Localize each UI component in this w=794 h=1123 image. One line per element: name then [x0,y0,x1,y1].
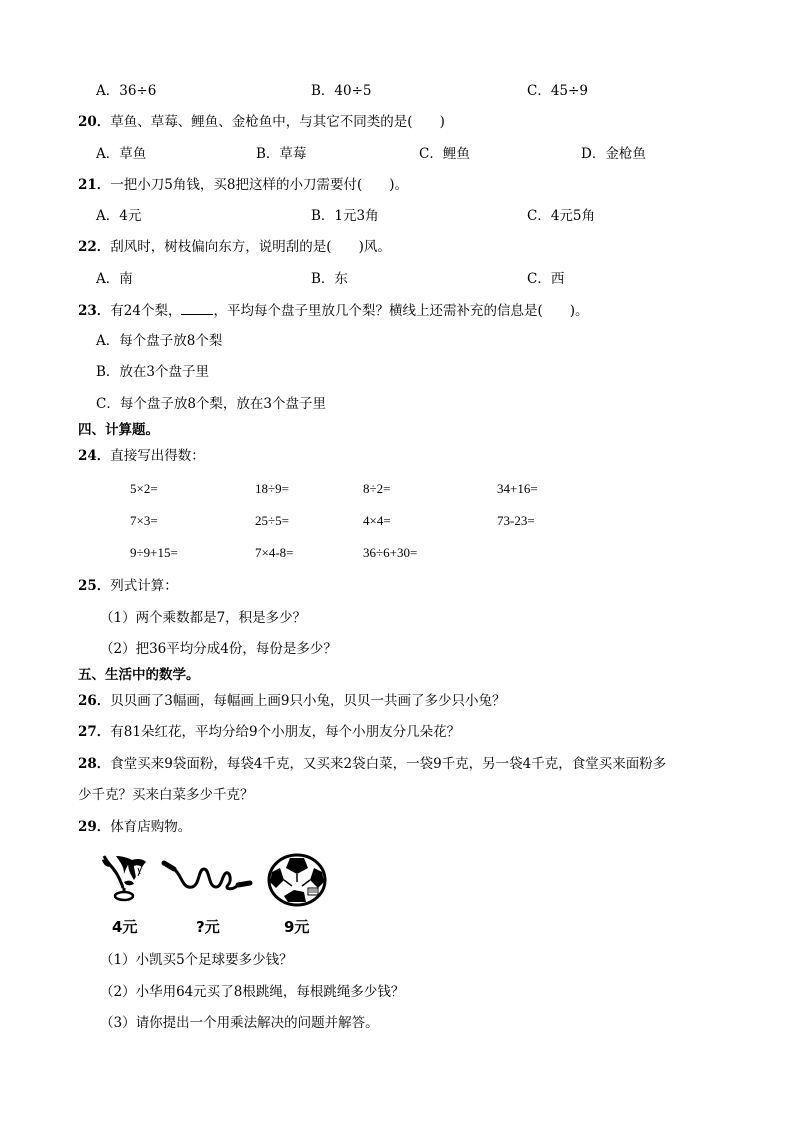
price-jump-rope: ?元 [196,918,220,936]
calc-item: 9÷9+15= [130,545,178,560]
q25-sub-2: （2）把36平均分成4份，每份是多少？ [100,641,337,657]
question-text: 有81朵红花，平均分给9个小朋友，每个小朋友分几朵花？ [110,724,461,740]
question-22 [78,238,391,256]
question-text: 列式计算： [110,578,178,594]
calc-item: 73-23= [497,513,535,528]
question-number: 29． [78,819,111,835]
q20-option-c[interactable]: C．鲤鱼 [419,146,470,162]
jump-rope-icon [160,855,256,899]
calc-item: 5×2= [130,481,158,496]
question-29 [78,818,191,836]
q23-option-c[interactable]: C．每个盘子放8个梨，放在3个盘子里 [96,396,327,412]
price-soccer-ball: 9元 [284,918,310,936]
question-text-b: ，平均每个盘子里放几个梨？横线上还需补充的信息是( )。 [213,303,589,319]
question-text: 刮风时，树枝偏向东方，说明刮的是( )风。 [110,239,391,255]
question-27 [78,723,460,741]
q22-option-c[interactable]: C．西 [527,271,565,287]
calc-item: 18÷9= [255,481,289,496]
q21-option-c[interactable]: C．4元5角 [527,208,596,224]
q20-option-a[interactable]: A．草鱼 [96,146,147,162]
question-text: 直接写出得数： [110,448,205,464]
q25-sub-1: （1）两个乘数都是7，积是多少？ [100,610,307,626]
q21-option-a[interactable]: A．4元 [96,208,142,224]
question-text-line1: 食堂买来9袋面粉，每袋4千克，又买来2袋白菜，一袋9千克，另一袋4千克，食堂买来面粉多 [110,756,667,772]
price-shuttlecock: 4元 [112,918,138,936]
q22-option-a[interactable]: A．南 [96,271,133,287]
calc-item: 7×4-8= [255,545,294,560]
question-23 [78,301,589,320]
calc-item: 34+16= [497,481,538,496]
question-number: 25． [78,578,111,594]
question-number: 24． [78,448,111,464]
question-text: 草鱼、草莓、鲤鱼、金枪鱼中，与其它不同类的是( ) [110,114,445,130]
question-number: 22． [78,239,111,255]
question-28-cont: 少千克？买来白菜多少千克？ [78,787,254,803]
question-number: 21． [78,177,111,193]
question-28 [78,755,666,773]
calc-item: 7×3= [130,513,158,528]
q20-option-b[interactable]: B．草莓 [256,146,307,162]
answer-blank[interactable] [181,301,213,315]
section-heading-4: 四、计算题。 [78,422,159,438]
q29-sub-1: （1）小凯买5个足球要多少钱？ [100,952,293,968]
q22-option-b[interactable]: B．东 [311,271,348,287]
q20-option-d[interactable]: D．金枪鱼 [581,146,646,162]
q23-option-b[interactable]: B．放在3个盘子里 [96,364,210,380]
question-text-a: 有24个梨， [110,303,182,319]
soccer-ball-icon [266,852,328,908]
q29-sub-3: （3）请你提出一个用乘法解决的问题并解答。 [100,1015,379,1031]
section-heading-5: 五、生活中的数学。 [78,667,200,683]
question-text: 一把小刀5角钱，买8把这样的小刀需要付( )。 [110,177,409,193]
question-number: 28． [78,756,111,772]
question-21 [78,176,408,194]
question-text: 体育店购物。 [110,819,192,835]
question-26 [78,692,505,710]
calc-item: 8÷2= [363,481,391,496]
question-24 [78,447,205,465]
calc-item: 36÷6+30= [363,545,418,560]
calc-item: 25÷5= [255,513,289,528]
question-20 [78,113,445,131]
question-number: 27． [78,724,111,740]
q19-option-c[interactable]: C．45÷9 [527,83,588,99]
q29-sub-2: （2）小华用64元买了8根跳绳，每根跳绳多少钱？ [100,984,405,1000]
question-25 [78,577,178,595]
q23-option-a[interactable]: A．每个盘子放8个梨 [96,333,223,349]
question-number: 20． [78,114,111,130]
question-number: 23． [78,303,111,319]
shuttlecock-icon [98,852,150,904]
q21-option-b[interactable]: B．1元3角 [311,208,379,224]
calc-item: 4×4= [363,513,391,528]
q19-option-b[interactable]: B．40÷5 [311,83,372,99]
q19-option-a[interactable]: A．36÷6 [96,83,157,99]
question-text: 贝贝画了3幅画，每幅画上画9只小兔，贝贝一共画了多少只小兔？ [110,693,506,709]
question-number: 26． [78,693,111,709]
